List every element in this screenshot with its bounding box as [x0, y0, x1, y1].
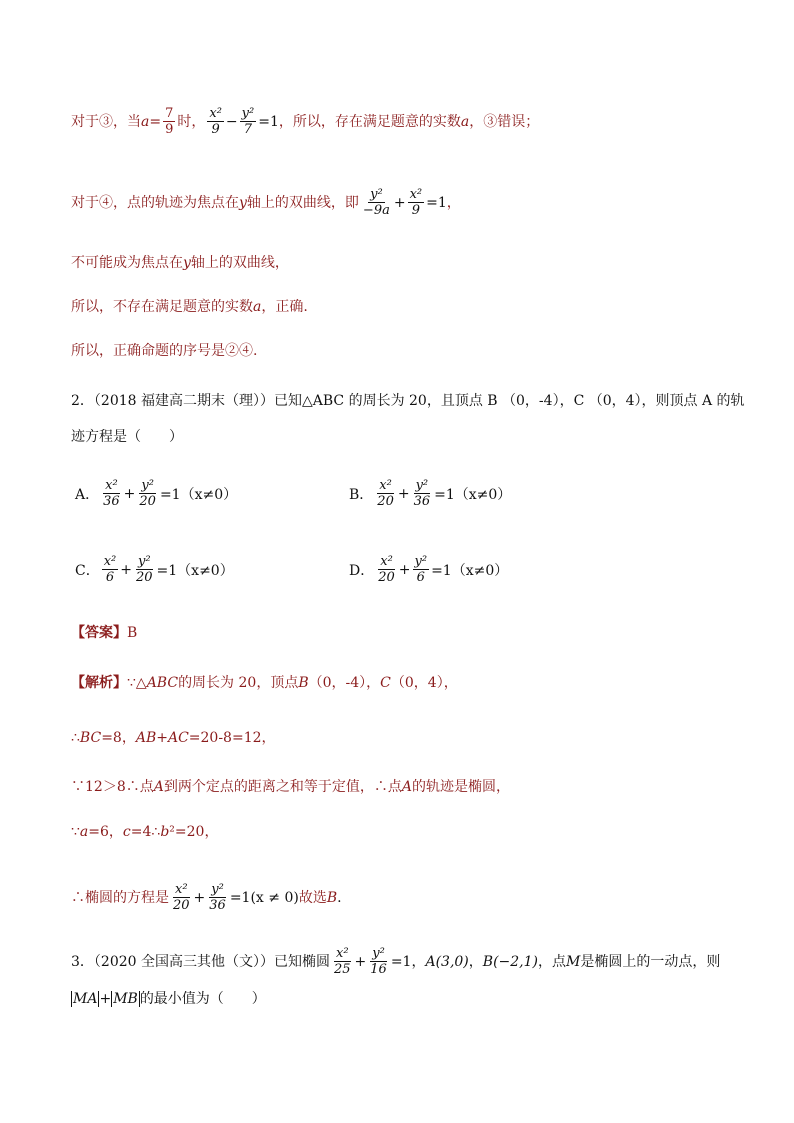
option-eq: =1（x≠0）	[434, 486, 512, 503]
q2-stem-line1	[71, 390, 745, 412]
item4-y: y	[239, 194, 247, 211]
answer-tag: 【答案】	[71, 625, 127, 641]
text: ∵	[71, 824, 80, 840]
equation-rhs: =1	[390, 953, 412, 970]
q2-text: 2．（2018 福建高二期末（理））已知△ABC 的周长为 20，且顶点 B （0，-4），C （0，4），则顶点 A 的轨	[71, 393, 745, 409]
frac-denominator: 9	[411, 203, 420, 218]
text: （0，-4），	[308, 675, 381, 691]
b-var: B	[326, 889, 338, 906]
frac-denominator: 20	[378, 570, 395, 585]
frac-denominator: 20	[377, 494, 394, 509]
item3-frac-x2-9	[207, 106, 224, 137]
equation-rhs: =1(x ≠ 0)	[229, 889, 299, 906]
plus-sign: +	[99, 991, 112, 1007]
option-frac-2	[412, 478, 433, 509]
frac-denominator: 25	[334, 962, 351, 977]
q2-option-d[interactable]	[349, 554, 508, 585]
frac-numerator: x²	[105, 478, 118, 493]
frac-numerator: x²	[103, 554, 117, 569]
text: 轴上的双曲线，	[190, 255, 289, 271]
frac-y2-16	[368, 946, 389, 977]
abc-var: ABC	[146, 675, 179, 691]
frac-numerator: y²	[211, 882, 224, 897]
q2-text: 迹方程是（ ）	[71, 429, 183, 445]
item3-eq: =	[149, 113, 162, 130]
q2-stem-line2	[71, 426, 734, 448]
option-label: A．	[75, 486, 100, 503]
item3-line	[71, 106, 734, 137]
option-frac-2	[413, 554, 430, 585]
text: ∴	[71, 730, 80, 746]
text: ，	[468, 953, 483, 970]
option-frac-2	[134, 554, 155, 585]
plus-sign: +	[398, 561, 411, 578]
text: ∵△	[127, 675, 147, 691]
q2-option-a[interactable]	[75, 478, 237, 509]
q2-option-c[interactable]	[75, 554, 234, 585]
frac-numerator: y²	[414, 554, 428, 569]
text: =6，	[88, 824, 123, 840]
text: 3．（2020 全国高三其他（文））已知椭圆	[71, 953, 330, 970]
text: 不可能成为焦点在	[71, 255, 183, 271]
text: =8，	[101, 730, 136, 746]
frac-denominator: 20	[139, 494, 156, 509]
frac-numerator: y²	[241, 106, 255, 121]
answer-value: B	[127, 625, 138, 641]
option-frac-1	[376, 554, 397, 585]
text: =4∴	[130, 824, 161, 840]
point-a: A(3,0)	[425, 953, 469, 970]
q2-analysis-line4	[71, 821, 734, 843]
m-var: M	[566, 953, 581, 970]
option-frac-1	[375, 478, 396, 509]
text: ，正确.	[261, 299, 308, 315]
q2-answer-line	[71, 622, 734, 644]
plus-sign: +	[397, 485, 410, 502]
line-conclusion	[71, 340, 734, 362]
c-var: C	[380, 675, 391, 691]
text: =20-8=12，	[188, 730, 276, 746]
frac-denominator: 9	[165, 122, 174, 137]
option-label: D．	[349, 562, 375, 579]
item3-tail: ，所以，存在满足题意的实数	[278, 113, 461, 130]
plus-sign: +	[123, 485, 136, 502]
text: （0，4），	[390, 675, 458, 691]
c-var: c	[122, 824, 131, 840]
text: ，	[411, 953, 426, 970]
item4-frac-y2	[361, 187, 392, 218]
frac-numerator: x²	[209, 106, 222, 121]
text: 的周长为 20，顶点	[178, 675, 299, 691]
frac-numerator: y²	[137, 554, 151, 569]
analysis-tag: 【解析】	[71, 675, 127, 691]
text: 的最小值为（ ）	[139, 991, 266, 1007]
item3-when: 时，	[177, 113, 206, 130]
frac-y2-36	[207, 882, 228, 913]
q2-analysis-line5	[71, 882, 734, 913]
frac-numerator: y²	[372, 946, 385, 961]
item4-frac-x2	[408, 187, 425, 218]
frac-numerator: y²	[141, 478, 154, 493]
text: ，点	[538, 953, 566, 970]
line-so-not-exist	[71, 296, 734, 318]
frac-denominator: 7	[243, 122, 253, 137]
option-eq: =1（x≠0）	[159, 486, 238, 503]
frac-denominator: 6	[416, 570, 425, 585]
frac-denominator: 9	[211, 122, 220, 137]
frac-denominator: 20	[173, 898, 190, 913]
item3-end: ，③错误；	[469, 113, 540, 130]
abs-ma: MA	[73, 991, 98, 1007]
a-var: a	[79, 824, 89, 840]
y-var: y	[183, 255, 191, 271]
q2-analysis-line3	[71, 776, 734, 798]
abs-mb: MB	[113, 991, 138, 1007]
item4-plus: +	[393, 194, 406, 211]
text: 所以，正确命题的序号是②④.	[71, 343, 258, 359]
option-eq: =1（x≠0）	[431, 562, 509, 579]
a-var: A	[401, 779, 412, 795]
text: 是椭圆上的一动点，则	[580, 953, 721, 970]
item3-frac-seven-ninths	[163, 106, 175, 137]
item3-prefix: 对于③，当	[71, 113, 141, 130]
item3-a-var: a	[141, 113, 150, 130]
frac-denominator: 36	[209, 898, 226, 913]
frac-numerator: y²	[415, 478, 429, 493]
text: ∴椭圆的方程是	[71, 889, 169, 906]
frac-numerator: x²	[379, 478, 392, 493]
item3-a: a	[460, 113, 470, 130]
option-label: B．	[349, 486, 374, 503]
frac-numerator: 7	[165, 106, 174, 121]
abac-var: AB+AC	[135, 730, 189, 746]
frac-numerator: x²	[175, 882, 188, 897]
frac-denominator: 20	[136, 570, 153, 585]
option-frac-2	[137, 478, 158, 509]
q2-option-b[interactable]	[349, 478, 511, 509]
item3-minus: −	[225, 113, 238, 130]
frac-x2-25	[332, 946, 353, 977]
frac-numerator: x²	[336, 946, 349, 961]
frac-numerator: x²	[380, 554, 393, 569]
item4-line	[71, 187, 734, 218]
q3-stem-line1	[71, 946, 734, 977]
item3-frac-y2-7	[240, 106, 257, 137]
q2-analysis-line2	[71, 727, 734, 749]
line-not-possible	[71, 252, 734, 274]
a-var: A	[153, 779, 164, 795]
item4-prefix: 对于④，点的轨迹为焦点在	[71, 194, 239, 211]
frac-numerator: x²	[409, 187, 423, 202]
b-var: B	[298, 675, 309, 691]
text: 的轨迹是椭圆，	[411, 779, 510, 795]
item4-eq1: =1	[426, 194, 447, 211]
text: 故选	[298, 889, 327, 906]
text: 到两个定点的距离之和等于定值，∴点	[163, 779, 402, 795]
point-b: B(−2,1)	[482, 953, 538, 970]
frac-denominator: −9a	[362, 203, 390, 218]
q2-analysis-line1	[71, 672, 734, 694]
b-var: b	[160, 824, 170, 840]
plus-sign: +	[193, 889, 206, 906]
frac-numerator: y²	[370, 187, 383, 202]
option-frac-1	[101, 478, 122, 509]
item4-end: ，	[446, 194, 461, 211]
text: .	[337, 889, 342, 906]
item4-mid: 轴上的双曲线，即	[246, 194, 359, 211]
plus-sign: +	[354, 953, 367, 970]
q3-stem-line2	[71, 988, 734, 1010]
text: 所以，不存在满足题意的实数	[71, 299, 253, 315]
bc-var: BC	[79, 730, 102, 746]
plus-sign: +	[120, 561, 132, 578]
frac-denominator: 36	[413, 494, 431, 509]
option-frac-1	[102, 554, 119, 585]
text: ∵12＞8∴点	[71, 779, 154, 795]
frac-denominator: 6	[105, 570, 115, 585]
item3-eq1: =1	[258, 113, 279, 130]
frac-denominator: 36	[103, 494, 120, 509]
frac-x2-20	[171, 882, 192, 913]
a-var: a	[253, 299, 262, 315]
text: ²=20，	[169, 824, 219, 840]
frac-denominator: 16	[370, 962, 387, 977]
option-label: C．	[75, 562, 100, 579]
option-eq: =1（x≠0）	[156, 562, 234, 579]
